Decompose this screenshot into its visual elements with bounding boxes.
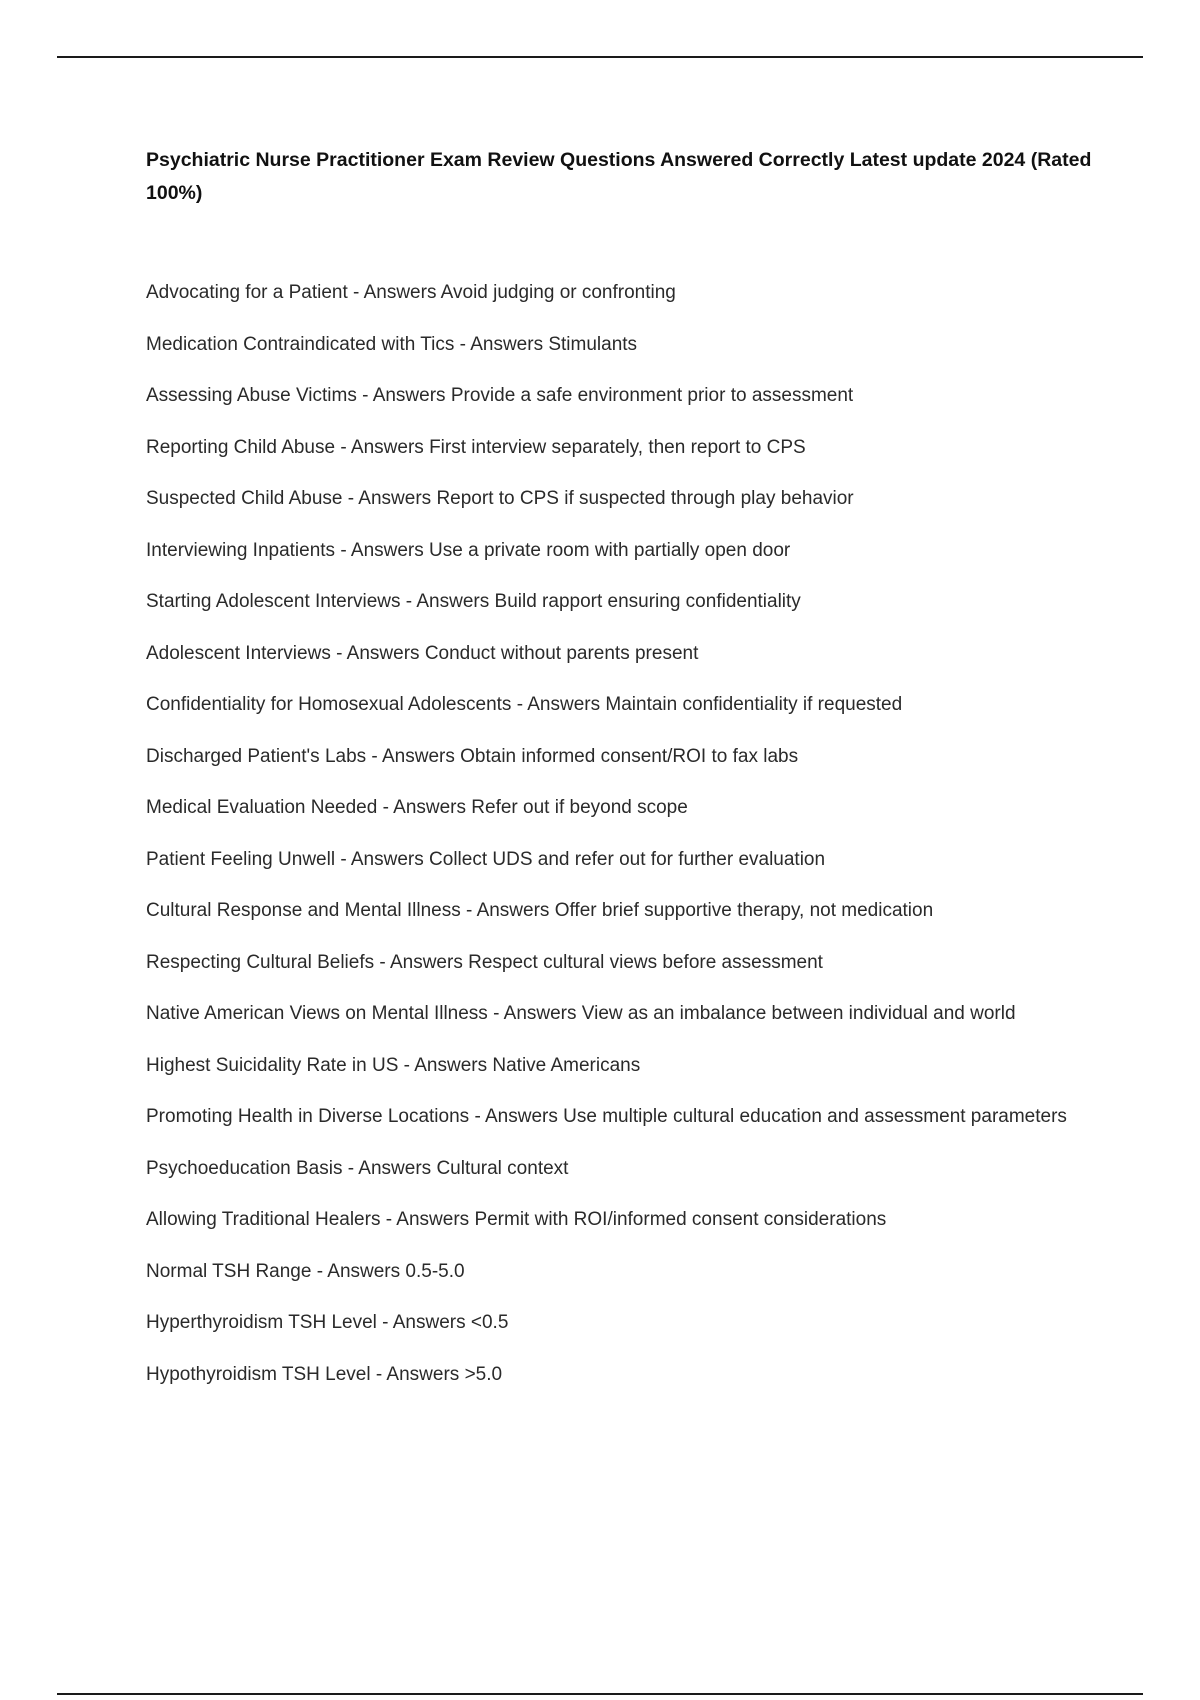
qa-answer: Maintain confidentiality if requested	[605, 694, 903, 715]
qa-question: Respecting Cultural Beliefs	[146, 951, 375, 973]
qa-separator: - Answers	[335, 436, 430, 458]
qa-answer: Collect UDS and refer out for further evaluation	[429, 848, 826, 870]
qa-item	[146, 845, 1106, 875]
qa-answer: Cultural context	[436, 1157, 569, 1179]
qa-item	[146, 690, 1106, 720]
qa-separator: - Answers	[469, 1106, 564, 1127]
qa-answer: Use multiple cultural education and assessment parameters	[563, 1106, 1067, 1127]
qa-question: Advocating for a Patient	[146, 282, 348, 303]
document-title: Psychiatric Nurse Practitioner Exam Review Questions Answered Correctly Latest update 2024 (Rated 100%)	[146, 149, 1092, 204]
qa-item	[146, 948, 1106, 978]
qa-item	[146, 793, 1106, 823]
qa-answer: Obtain informed consent/ROI to fax labs	[460, 745, 799, 767]
qa-answer: Respect cultural views before assessment	[468, 951, 823, 973]
qa-question: Hypothyroidism TSH Level	[146, 1363, 371, 1385]
qa-item	[146, 330, 1106, 360]
header-rule	[57, 56, 1143, 58]
qa-separator: - Answers	[330, 642, 425, 664]
qa-answer: <0.5	[470, 1312, 509, 1333]
qa-item	[146, 484, 1106, 514]
qa-answer: 0.5-5.0	[405, 1260, 465, 1282]
qa-item	[146, 1360, 1106, 1390]
qa-item	[146, 742, 1106, 772]
qa-question: Allowing Traditional Healers	[146, 1209, 381, 1230]
qa-question: Psychoeducation Basis	[146, 1157, 343, 1179]
qa-question: Hyperthyroidism TSH Level	[146, 1312, 377, 1333]
qa-question: Patient Feeling Unwell	[146, 848, 336, 870]
qa-question: Starting Adolescent Interviews	[146, 591, 401, 612]
qa-separator: - Answers	[374, 951, 469, 973]
qa-separator: - Answers	[460, 900, 555, 921]
qa-item	[146, 896, 1106, 926]
qa-separator: - Answers	[400, 591, 495, 612]
qa-separator: - Answers	[311, 1260, 406, 1282]
qa-item	[146, 1051, 1106, 1081]
qa-item	[146, 381, 1106, 411]
footer-rule	[57, 1693, 1143, 1695]
qa-separator: - Answers	[335, 539, 430, 561]
qa-question: Cultural Response and Mental Illness	[146, 900, 461, 921]
qa-separator: - Answers	[376, 1312, 471, 1333]
qa-item	[146, 1205, 1106, 1235]
qa-item	[146, 536, 1106, 566]
qa-answer: Report to CPS if suspected through play behavior	[436, 488, 854, 509]
qa-item	[146, 1257, 1106, 1287]
qa-answer: Conduct without parents present	[424, 642, 699, 664]
qa-item	[146, 639, 1106, 669]
qa-question: Discharged Patient's Labs	[146, 745, 367, 767]
qa-list	[146, 278, 1106, 1411]
qa-answer: Stimulants	[548, 333, 638, 355]
qa-question: Native American Views on Mental Illness	[146, 1003, 488, 1024]
qa-answer: View as an imbalance between individual and world	[581, 1003, 1016, 1024]
qa-question: Adolescent Interviews	[146, 642, 331, 664]
qa-item	[146, 1308, 1106, 1338]
qa-answer: Avoid judging or confronting	[440, 282, 676, 303]
qa-question: Assessing Abuse Victims	[146, 385, 357, 406]
qa-question: Confidentiality for Homosexual Adolescents	[146, 694, 512, 715]
qa-separator: - Answers	[511, 694, 606, 715]
qa-answer: First interview separately, then report to CPS	[429, 436, 806, 458]
qa-question: Suspected Child Abuse	[146, 488, 343, 509]
qa-item	[146, 433, 1106, 463]
qa-answer: Build rapport ensuring confidentiality	[494, 591, 801, 612]
qa-separator: - Answers	[342, 1157, 437, 1179]
qa-answer: Provide a safe environment prior to assessment	[450, 385, 854, 406]
qa-question: Normal TSH Range	[146, 1260, 312, 1282]
qa-separator: - Answers	[366, 745, 461, 767]
qa-answer: Refer out if beyond scope	[471, 797, 688, 818]
qa-separator: - Answers	[380, 1209, 475, 1230]
qa-question: Promoting Health in Diverse Locations	[146, 1106, 470, 1127]
qa-separator: - Answers	[356, 385, 451, 406]
qa-question: Interviewing Inpatients	[146, 539, 336, 561]
qa-separator: - Answers	[454, 333, 549, 355]
qa-separator: - Answers	[377, 797, 472, 818]
qa-separator: - Answers	[335, 848, 430, 870]
qa-question: Medical Evaluation Needed	[146, 797, 378, 818]
qa-answer: Offer brief supportive therapy, not medication	[554, 900, 934, 921]
qa-separator: - Answers	[398, 1054, 493, 1076]
qa-question: Medication Contraindicated with Tics	[146, 333, 455, 355]
qa-item	[146, 587, 1106, 617]
qa-item	[146, 1154, 1106, 1184]
qa-answer: >5.0	[464, 1363, 503, 1385]
qa-answer: Permit with ROI/informed consent considerations	[474, 1209, 887, 1230]
qa-separator: - Answers	[487, 1003, 582, 1024]
qa-answer: Native Americans	[492, 1054, 641, 1076]
qa-answer: Use a private room with partially open door	[429, 539, 791, 561]
qa-question: Highest Suicidality Rate in US	[146, 1054, 399, 1076]
qa-question: Reporting Child Abuse	[146, 436, 336, 458]
qa-separator: - Answers	[347, 282, 441, 303]
qa-separator: - Answers	[342, 488, 437, 509]
qa-item	[146, 278, 1106, 308]
qa-item	[146, 1102, 1106, 1132]
qa-separator: - Answers	[370, 1363, 465, 1385]
qa-item	[146, 999, 1106, 1029]
